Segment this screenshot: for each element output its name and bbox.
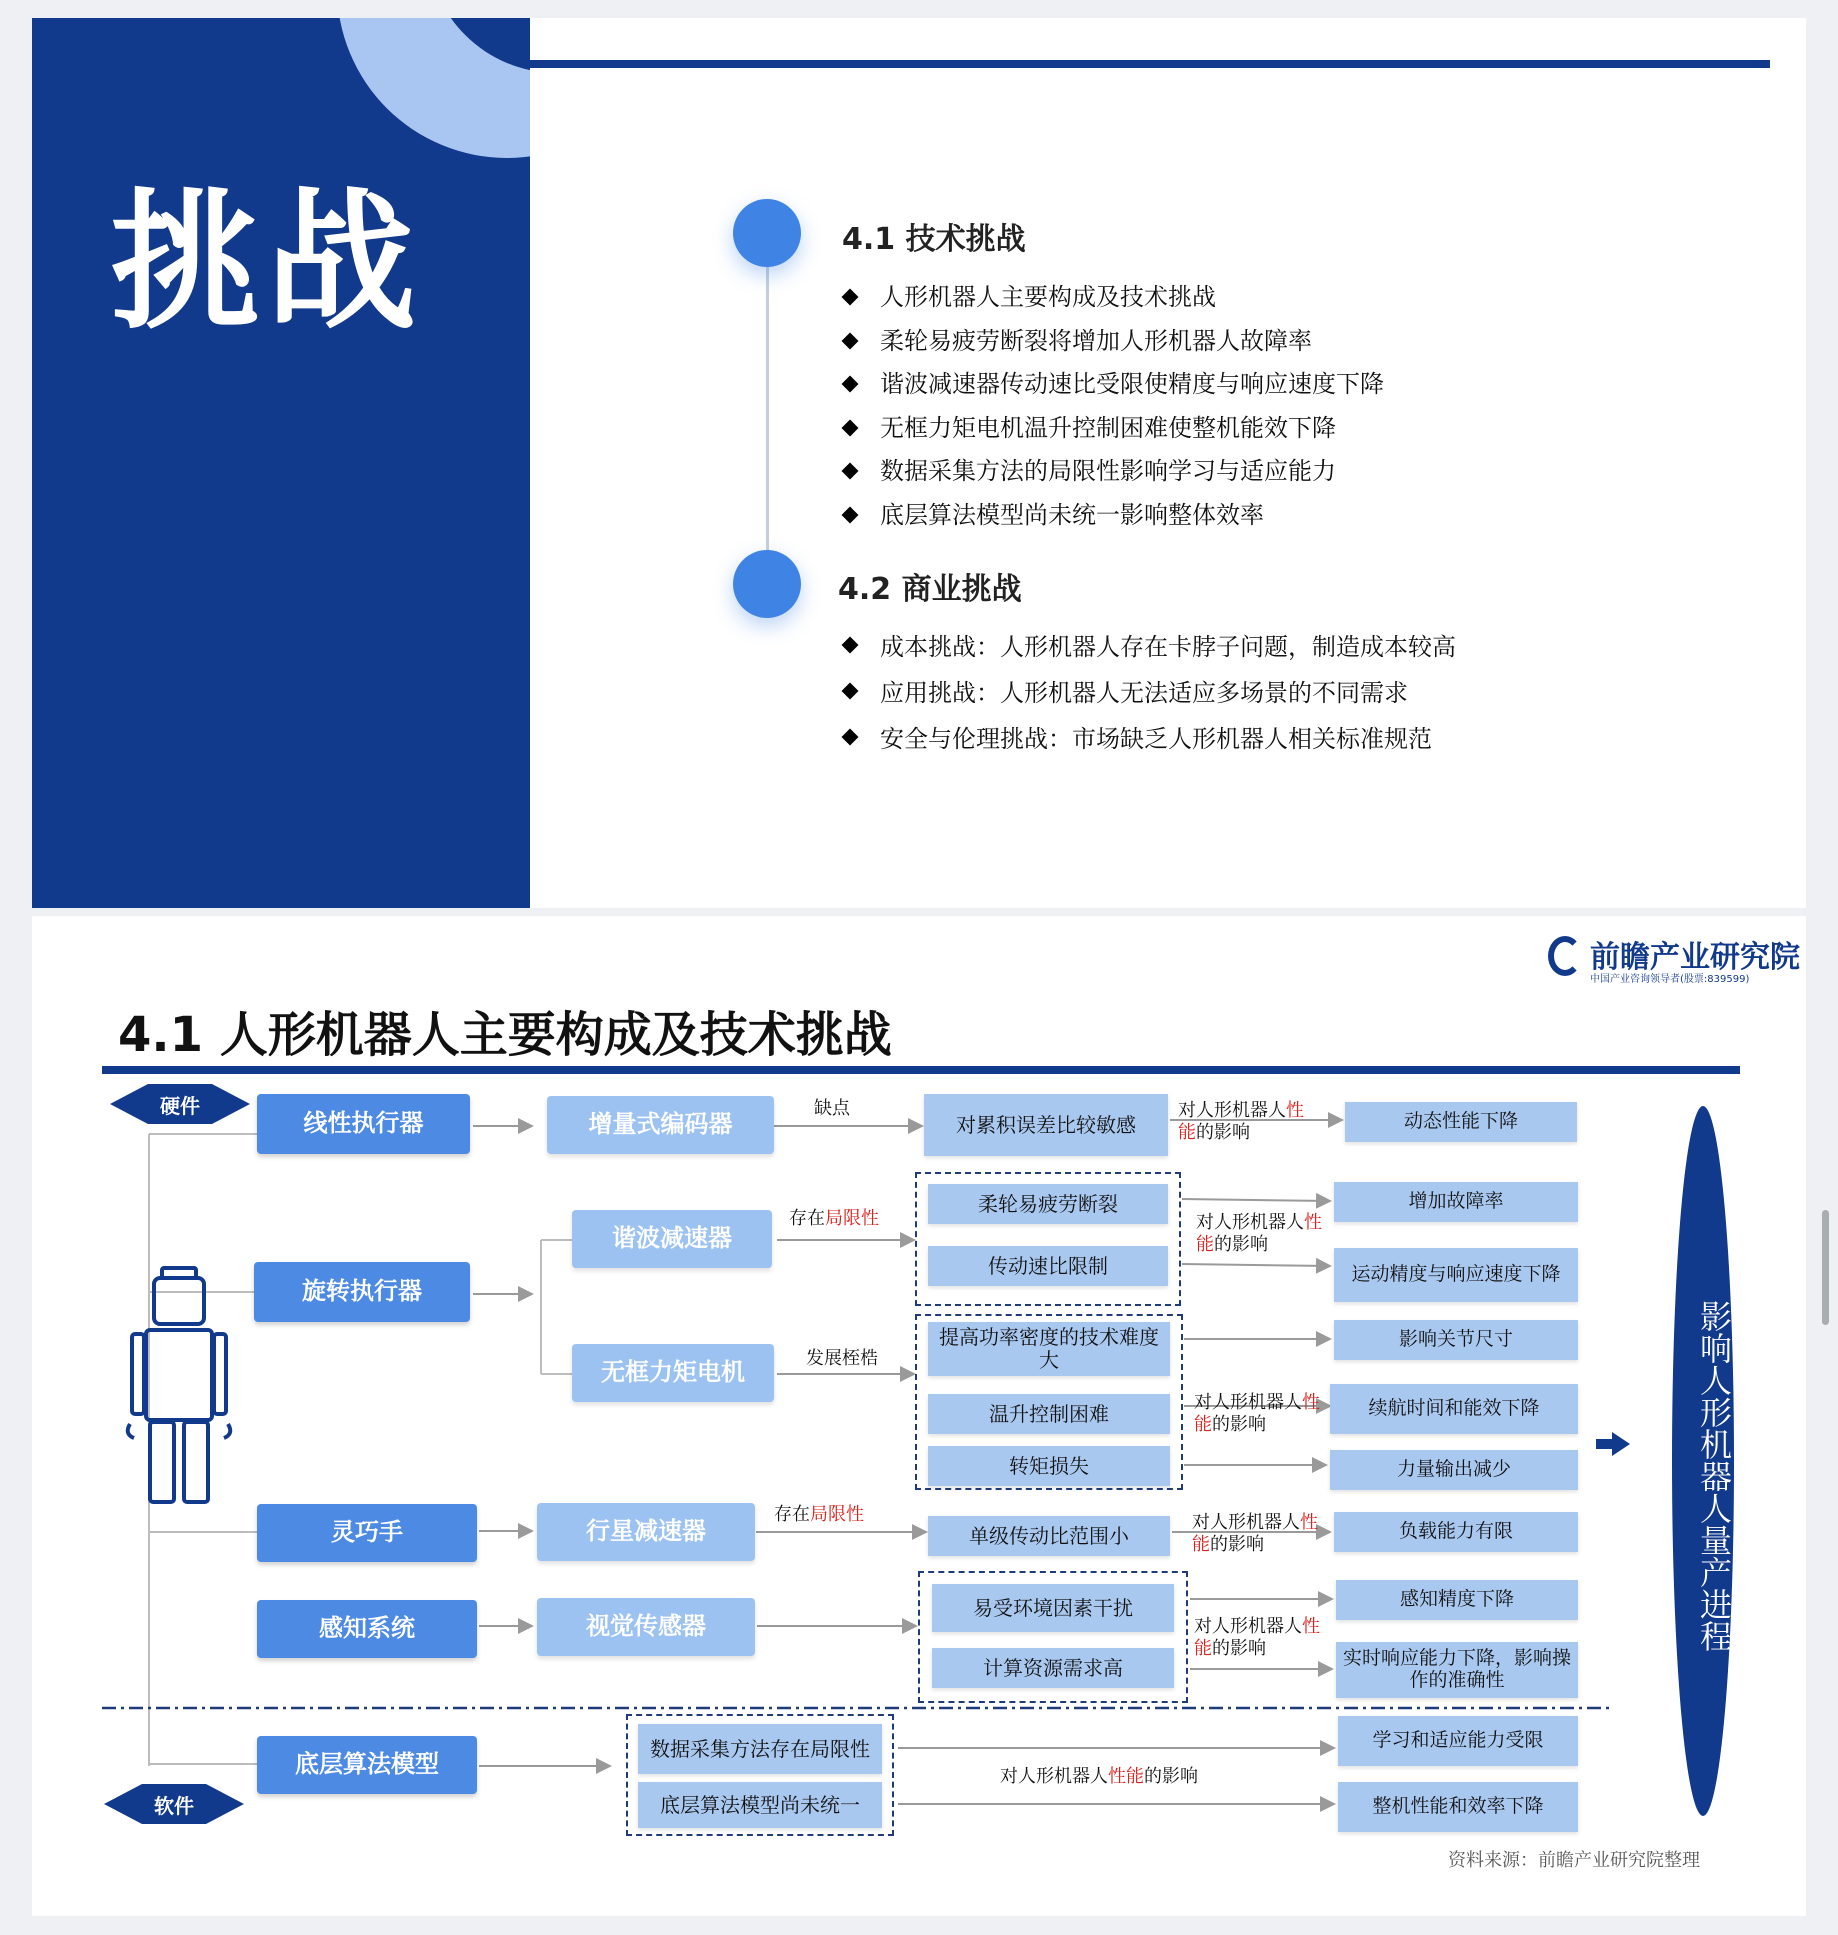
- problem-box: 计算资源需求高: [932, 1648, 1174, 1688]
- list-item: 底层算法模型尚未统一影响整体效率: [840, 494, 1384, 538]
- list-item: 成本挑战：人形机器人存在卡脖子问题，制造成本较高: [840, 624, 1456, 670]
- timeline-dot-1: [733, 199, 801, 267]
- list-item: 数据采集方法的局限性影响学习与适应能力: [840, 450, 1384, 494]
- sub-planetary-reducer: 行星减速器: [537, 1503, 755, 1561]
- label-limitation-2: 存在局限性: [774, 1504, 864, 1525]
- label-defect: 缺点: [814, 1098, 850, 1119]
- effect-box: 影响关节尺寸: [1334, 1320, 1578, 1360]
- problem-box: 对累积误差比较敏感: [924, 1094, 1168, 1156]
- timeline-line: [766, 228, 769, 573]
- diagram-slide: [32, 916, 1806, 1916]
- effect-box: 续航时间和能效下降: [1330, 1384, 1578, 1434]
- list-item: 无框力矩电机温升控制困难使整机能效下降: [840, 407, 1384, 451]
- effect-box: 负载能力有限: [1334, 1512, 1578, 1552]
- problem-box: 底层算法模型尚未统一: [638, 1782, 882, 1828]
- problem-box: 传动速比限制: [928, 1246, 1168, 1286]
- impact-label: 对人形机器人性能的影响: [1178, 1100, 1304, 1143]
- impact-label: 对人形机器人性能的影响: [1194, 1392, 1320, 1435]
- component-perception-system: 感知系统: [257, 1600, 477, 1658]
- sub-incremental-encoder: 增量式编码器: [547, 1096, 774, 1154]
- software-tag: 软件: [104, 1784, 244, 1824]
- component-dexterous-hand: 灵巧手: [257, 1504, 477, 1562]
- list-item: 安全与伦理挑战：市场缺乏人形机器人相关标准规范: [840, 716, 1456, 762]
- effect-box: 整机性能和效率下降: [1338, 1782, 1578, 1832]
- problem-box: 单级传动比范围小: [928, 1516, 1170, 1556]
- effect-box: 学习和适应能力受限: [1338, 1716, 1578, 1766]
- business-challenge-list: [840, 624, 1456, 762]
- title-panel: [32, 18, 530, 908]
- list-item: 柔轮易疲劳断裂将增加人形机器人故障率: [840, 320, 1384, 364]
- sub-harmonic-reducer: 谐波减速器: [572, 1210, 772, 1268]
- list-item: 谐波减速器传动速比受限使精度与响应速度下降: [840, 363, 1384, 407]
- problem-box: 温升控制困难: [928, 1394, 1170, 1434]
- header-rule: [530, 60, 1770, 68]
- outcome-text: 影响人形机器人量产进程: [1695, 1300, 1733, 1652]
- logo-tagline: 中国产业咨询领导者(股票:839599): [1590, 974, 1750, 985]
- problem-box: 数据采集方法存在局限性: [638, 1724, 882, 1774]
- effect-box: 力量输出减少: [1330, 1450, 1578, 1490]
- label-bottleneck: 发展桎梏: [806, 1348, 878, 1369]
- agenda-slide: [32, 18, 1806, 908]
- tech-challenge-list: [840, 276, 1384, 537]
- effect-box: 实时响应能力下降，影响操作的准确性: [1336, 1642, 1578, 1698]
- logo-name: 前瞻产业研究院: [1590, 940, 1800, 975]
- impact-label: 对人形机器人性能的影响: [1192, 1512, 1318, 1555]
- impact-label: 对人形机器人性能的影响: [1196, 1212, 1322, 1255]
- problem-box: 转矩损失: [928, 1446, 1170, 1486]
- timeline-dot-2: [733, 550, 801, 618]
- section-heading-business: 4.2 商业挑战: [838, 572, 1022, 607]
- effect-box: 感知精度下降: [1336, 1580, 1578, 1620]
- hardware-tag: 硬件: [110, 1084, 250, 1124]
- problem-box: 柔轮易疲劳断裂: [928, 1184, 1168, 1224]
- component-base-algorithm: 底层算法模型: [257, 1736, 477, 1794]
- label-limitation-1: 存在局限性: [789, 1208, 879, 1229]
- result-arrow-icon: [1596, 1432, 1630, 1456]
- robot-icon: [128, 1268, 231, 1502]
- scrollbar-thumb[interactable]: [1822, 1210, 1829, 1325]
- chapter-title: 挑战: [110, 176, 423, 350]
- list-item: 应用挑战：人形机器人无法适应多场景的不同需求: [840, 670, 1456, 716]
- component-linear-actuator: 线性执行器: [257, 1094, 470, 1154]
- source-note: 资料来源：前瞻产业研究院整理: [1448, 1850, 1700, 1871]
- list-item: 人形机器人主要构成及技术挑战: [840, 276, 1384, 320]
- impact-label: 对人形机器人性能的影响: [1194, 1616, 1320, 1659]
- problem-box: 易受环境因素干扰: [932, 1584, 1174, 1632]
- problem-box: 提高功率密度的技术难度大: [928, 1322, 1170, 1376]
- effect-box: 运动精度与响应速度下降: [1334, 1248, 1578, 1302]
- sub-vision-sensor: 视觉传感器: [537, 1598, 755, 1656]
- effect-box: 增加故障率: [1334, 1182, 1578, 1222]
- slide-title: 4.1 人形机器人主要构成及技术挑战: [118, 1007, 892, 1063]
- section-heading-tech: 4.1 技术挑战: [842, 222, 1026, 257]
- impact-label: 对人形机器人性能的影响: [1000, 1766, 1198, 1787]
- sub-frameless-motor: 无框力矩电机: [572, 1344, 774, 1402]
- component-rotary-actuator: 旋转执行器: [254, 1262, 470, 1322]
- effect-box: 动态性能下降: [1345, 1102, 1577, 1142]
